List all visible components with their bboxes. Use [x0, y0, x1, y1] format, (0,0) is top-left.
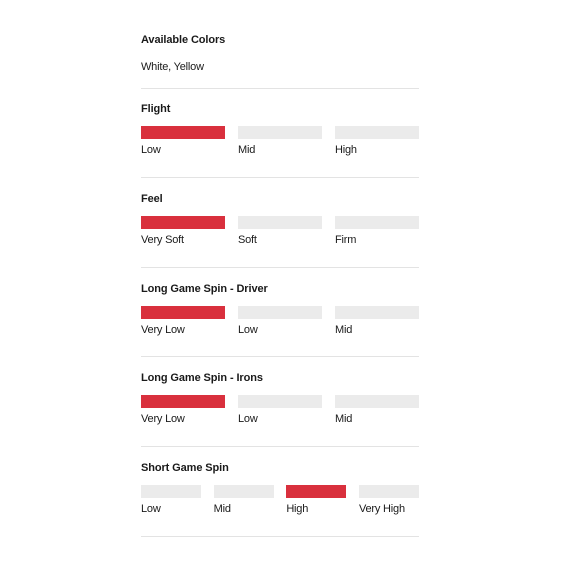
- irons-spin-bar-very-low: [141, 395, 225, 408]
- feel-bar-soft: [238, 216, 322, 229]
- short-game-spin-bar-mid: [214, 485, 274, 498]
- driver-spin-scale: [141, 306, 419, 337]
- short-game-spin-bar-high: [286, 485, 346, 498]
- short-game-spin-label-mid: Mid: [213, 503, 231, 515]
- flight-bar-low: [141, 126, 225, 139]
- feel-label-very-soft: Very Soft: [141, 234, 184, 246]
- driver-spin-section: [141, 268, 419, 357]
- flight-scale: [141, 126, 419, 157]
- feel-level-very-soft: [141, 216, 225, 247]
- short-game-spin-section: [141, 447, 419, 537]
- irons-spin-scale: [141, 395, 419, 426]
- irons-spin-title: Long Game Spin - Irons: [141, 372, 263, 384]
- short-game-spin-level-mid: [214, 485, 274, 516]
- short-game-spin-bar-low: [141, 485, 201, 498]
- irons-spin-label-low: Low: [238, 413, 258, 425]
- irons-spin-bar-low: [238, 395, 322, 408]
- irons-spin-section: [141, 357, 419, 447]
- flight-level-mid: [238, 126, 322, 157]
- irons-spin-bar-mid: [335, 395, 419, 408]
- available-colors-section: [141, 0, 419, 89]
- feel-level-firm: [335, 216, 419, 247]
- feel-label-soft: Soft: [238, 234, 257, 246]
- driver-spin-label-low: Low: [238, 324, 258, 336]
- flight-label-high: High: [335, 144, 357, 156]
- flight-level-high: [335, 126, 419, 157]
- flight-level-low: [141, 126, 225, 157]
- driver-spin-title: Long Game Spin - Driver: [141, 283, 268, 295]
- short-game-spin-level-very-high: [359, 485, 419, 516]
- driver-spin-bar-low: [238, 306, 322, 319]
- flight-label-low: Low: [141, 144, 161, 156]
- flight-title: Flight: [141, 103, 171, 115]
- feel-bar-very-soft: [141, 216, 225, 229]
- irons-spin-level-very-low: [141, 395, 225, 426]
- product-specs: [141, 0, 419, 537]
- flight-section: [141, 89, 419, 178]
- flight-bar-mid: [238, 126, 322, 139]
- feel-level-soft: [238, 216, 322, 247]
- irons-spin-level-low: [238, 395, 322, 426]
- feel-scale: [141, 216, 419, 247]
- feel-bar-firm: [335, 216, 419, 229]
- flight-bar-high: [335, 126, 419, 139]
- driver-spin-label-very-low: Very Low: [141, 324, 185, 336]
- driver-spin-bar-mid: [335, 306, 419, 319]
- short-game-spin-level-low: [141, 485, 201, 516]
- short-game-spin-label-low: Low: [141, 503, 161, 515]
- irons-spin-label-mid: Mid: [335, 413, 353, 425]
- short-game-spin-label-high: High: [286, 503, 309, 515]
- short-game-spin-label-very-high: Very High: [358, 503, 405, 515]
- driver-spin-level-mid: [335, 306, 419, 337]
- irons-spin-level-mid: [335, 395, 419, 426]
- available-colors-value: White, Yellow: [141, 61, 204, 73]
- feel-label-firm: Firm: [335, 234, 357, 246]
- feel-section: [141, 178, 419, 268]
- driver-spin-label-mid: Mid: [335, 324, 353, 336]
- short-game-spin-level-high: [286, 485, 346, 516]
- short-game-spin-title: Short Game Spin: [141, 462, 229, 474]
- short-game-spin-scale: [141, 485, 419, 516]
- irons-spin-label-very-low: Very Low: [141, 413, 185, 425]
- driver-spin-bar-very-low: [141, 306, 225, 319]
- feel-title: Feel: [141, 193, 163, 205]
- driver-spin-level-very-low: [141, 306, 225, 337]
- driver-spin-level-low: [238, 306, 322, 337]
- short-game-spin-bar-very-high: [359, 485, 419, 498]
- available-colors-title: Available Colors: [141, 34, 226, 46]
- flight-label-mid: Mid: [238, 144, 256, 156]
